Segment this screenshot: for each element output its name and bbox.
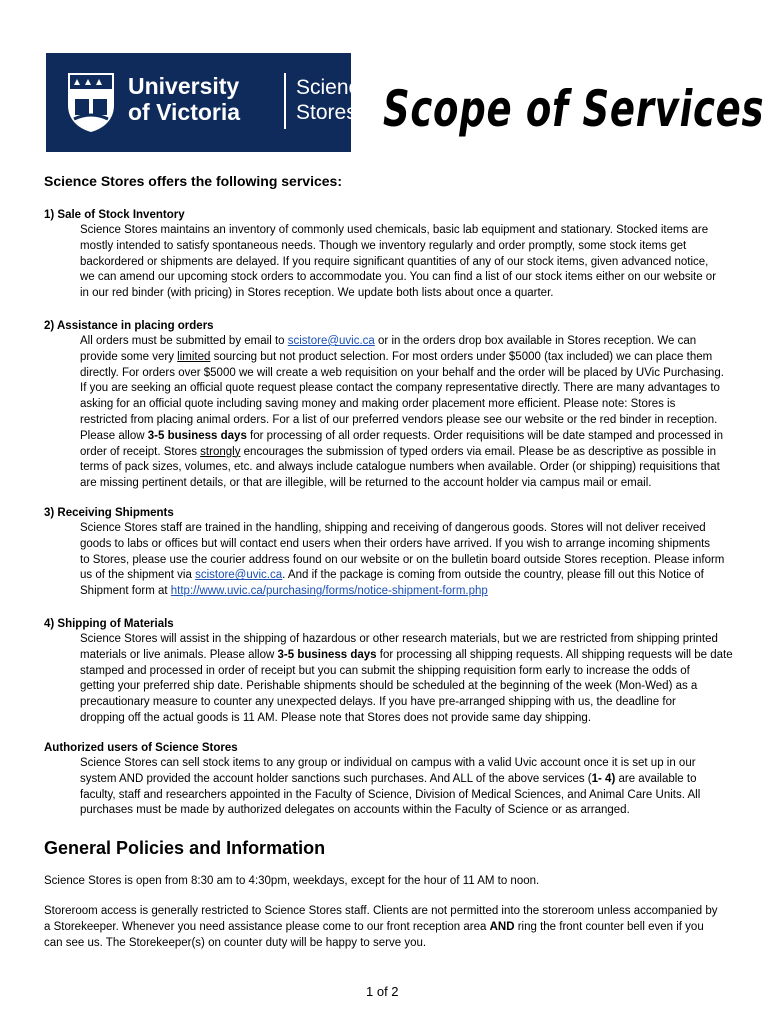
- section-3-line: Science Stores staff are trained in the handling, shipping and receiving of dangerous goods. Stores will not deliver received: [80, 522, 706, 534]
- hours-line: Science Stores is open from 8:30 am to 4:30pm, weekdays, except for the hour of 11 AM to noon.: [44, 875, 540, 887]
- bold-text: 3-5 business days: [147, 429, 247, 442]
- page-title: Scope of Services: [383, 80, 765, 138]
- logo-divider: [284, 73, 286, 129]
- unit-name: [296, 75, 371, 125]
- section-4-heading: 4) Shipping of Materials: [44, 618, 174, 630]
- unit-line-1: Science: [296, 76, 371, 99]
- section-3-heading: 3) Receiving Shipments: [44, 507, 174, 519]
- section-2-line: [80, 445, 732, 461]
- section-1-line: mostly intended to satisfy spontaneous needs. Though we inventory regularly and order promptly, some stock items get: [80, 239, 687, 252]
- section-1-line: in our red binder (with pricing) in Stores reception. We update both lists about once a quarter.: [80, 287, 554, 300]
- text-run: Shipment form at: [80, 585, 171, 598]
- section-4-line: Science Stores will assist in the shipping of hazardous or other research materials, but we are restricted from shipping printed: [80, 633, 718, 645]
- section-2-line: If you are seeking an official quote request please contact the company representative directly. There are many advantages to: [80, 382, 720, 395]
- unit-line-2: Stores: [296, 101, 357, 124]
- text-run: . And if the package is coming from outside the country, please fill out this Notice of: [282, 569, 704, 582]
- general-policies-heading: General Policies and Information: [44, 838, 326, 858]
- uvic-crest-icon: [66, 71, 116, 133]
- bold-text: 1- 4): [591, 772, 616, 785]
- section-4-line: dropping off the actual goods is 11 AM. Please note that Stores does not provide same day shipping.: [80, 711, 592, 724]
- text-run: sourcing but not product selection. For most orders under $5000 (tax included) we can place them: [210, 350, 713, 363]
- section-1-line: Science Stores maintains an inventory of commonly used chemicals, basic lab equipment and stationary. Stocked items are: [80, 224, 709, 236]
- section-1-body: [80, 223, 732, 302]
- underlined-text: limited: [177, 350, 211, 363]
- section-3-line: goods to labs or offices but will contact end users when their orders have arrived. If you wish to arrange incoming shipments: [80, 537, 711, 550]
- shipment-form-link[interactable]: http://www.uvic.ca/purchasing/forms/notice-shipment-form.php: [170, 585, 488, 598]
- section-2-line: directly. For orders over $5000 we will create a web requisition on your behalf and the order will be placed by UVic Purchasing.: [80, 366, 724, 379]
- underlined-text: strongly: [200, 445, 241, 458]
- hours-paragraph: [44, 874, 734, 890]
- access-line: Storeroom access is generally restricted to Science Stores staff. Clients are not permitted into the storeroom unless accompanied by: [44, 905, 718, 917]
- text-run: for processing all shipping requests. All shipping requests will be date: [376, 648, 733, 661]
- authorized-users-line: [80, 772, 732, 788]
- section-4-line: stamped and processed in order of receipt but you can submit the shipping requisition form early to increase the odds of: [80, 664, 690, 677]
- text-run: Please allow: [80, 429, 148, 442]
- university-line-2: of Victoria: [128, 99, 241, 125]
- university-line-1: University: [128, 73, 240, 99]
- section-1-line: backordered or shipments are delayed. If you require significant quantities of any of our stock items, given advanced notice,: [80, 255, 709, 268]
- university-name: [128, 73, 240, 125]
- section-4-line: precautionary measure to counter any unexpected delays. If you have pre-arranged shipping with us, the deadline for: [80, 696, 676, 709]
- section-3-line: [80, 584, 732, 600]
- text-run: for processing of all order requests. Order requisitions will be date stamped and processed in: [246, 429, 724, 442]
- text-run: or in the orders drop box available in Stores reception. We can: [374, 335, 697, 347]
- section-2-line: [80, 334, 732, 350]
- bold-text: 3-5 business days: [277, 648, 377, 661]
- email-link[interactable]: scistore@uvic.ca: [195, 569, 283, 582]
- text-run: a Storekeeper. Whenever you need assistance please come to our front reception area: [44, 920, 490, 933]
- access-line: [44, 920, 734, 936]
- section-3-line: [80, 568, 732, 584]
- section-2-line: are missing pertinent details, or that are illegible, will be returned to the account holder via campus mail or email.: [80, 477, 652, 490]
- text-run: materials or live animals. Please allow: [80, 648, 278, 661]
- section-2-heading: 2) Assistance in placing orders: [44, 320, 214, 332]
- text-run: system AND provided the account holder sanctions such purchases. And ALL of the above services (: [80, 772, 592, 785]
- section-2-line: asking for an official quote including saving money and making order placement more efficient. Please note: Stores is: [80, 398, 676, 411]
- section-3-body: [80, 521, 732, 600]
- email-link[interactable]: scistore@uvic.ca: [287, 335, 375, 347]
- section-3-line: to Stores, please use the courier address found on our website or on the bulletin board outside Stores reception. Please inform: [80, 553, 725, 566]
- access-paragraph: [44, 904, 734, 951]
- text-run: us of the shipment via: [80, 569, 196, 582]
- authorized-users-line: Science Stores can sell stock items to any group or individual on campus with a valid Uvic account once it is set up in our: [80, 757, 696, 769]
- section-2-line: [80, 429, 732, 445]
- authorized-users-line: faculty, staff and researchers appointed in the Faculty of Science, Division of Medical Sciences, and Animal Care Units. All: [80, 788, 701, 801]
- text-run: encourages the submission of typed orders via email. Please be as descriptive as possible in: [240, 445, 717, 458]
- text-run: are available to: [615, 772, 697, 785]
- authorized-users-heading: Authorized users of Science Stores: [44, 742, 238, 754]
- section-2-line: terms of pack sizes, volumes, etc. and always include catalogue numbers when available. Order (or shipping) requisitions that: [80, 461, 720, 474]
- section-1-heading: 1) Sale of Stock Inventory: [44, 209, 185, 221]
- section-4-line: getting your preferred ship date. Perishable shipments should be scheduled at the beginning of the week (Mon-Wed) as a: [80, 680, 698, 693]
- page-number: 1 of 2: [366, 984, 399, 999]
- text-run: All orders must be submitted by email to: [80, 335, 288, 347]
- authorized-users-body: [80, 756, 732, 819]
- authorized-users-line: purchases must be made by authorized delegates on accounts within the Faculty of Science or as arranged.: [80, 804, 630, 817]
- section-2-line: [80, 350, 732, 366]
- section-4-line: [80, 648, 732, 664]
- offers-heading: Science Stores offers the following services:: [44, 173, 342, 189]
- access-line: can see us. The Storekeeper(s) on counter duty will be happy to serve you.: [44, 936, 427, 949]
- text-run: ring the front counter bell even if you: [514, 920, 704, 933]
- section-4-body: [80, 632, 732, 727]
- section-1-line: we can amend our upcoming stock orders to accommodate you. You can find a list of our stock items either on our website or: [80, 271, 717, 284]
- university-logo: [46, 53, 371, 152]
- text-run: provide some very: [80, 350, 178, 363]
- section-2-line: restricted from placing animal orders. For a list of our preferred vendors please see our website or the red binder in reception.: [80, 413, 718, 426]
- section-2-body: [80, 334, 732, 492]
- bold-text: AND: [489, 920, 515, 933]
- text-run: order of receipt. Stores: [80, 445, 201, 458]
